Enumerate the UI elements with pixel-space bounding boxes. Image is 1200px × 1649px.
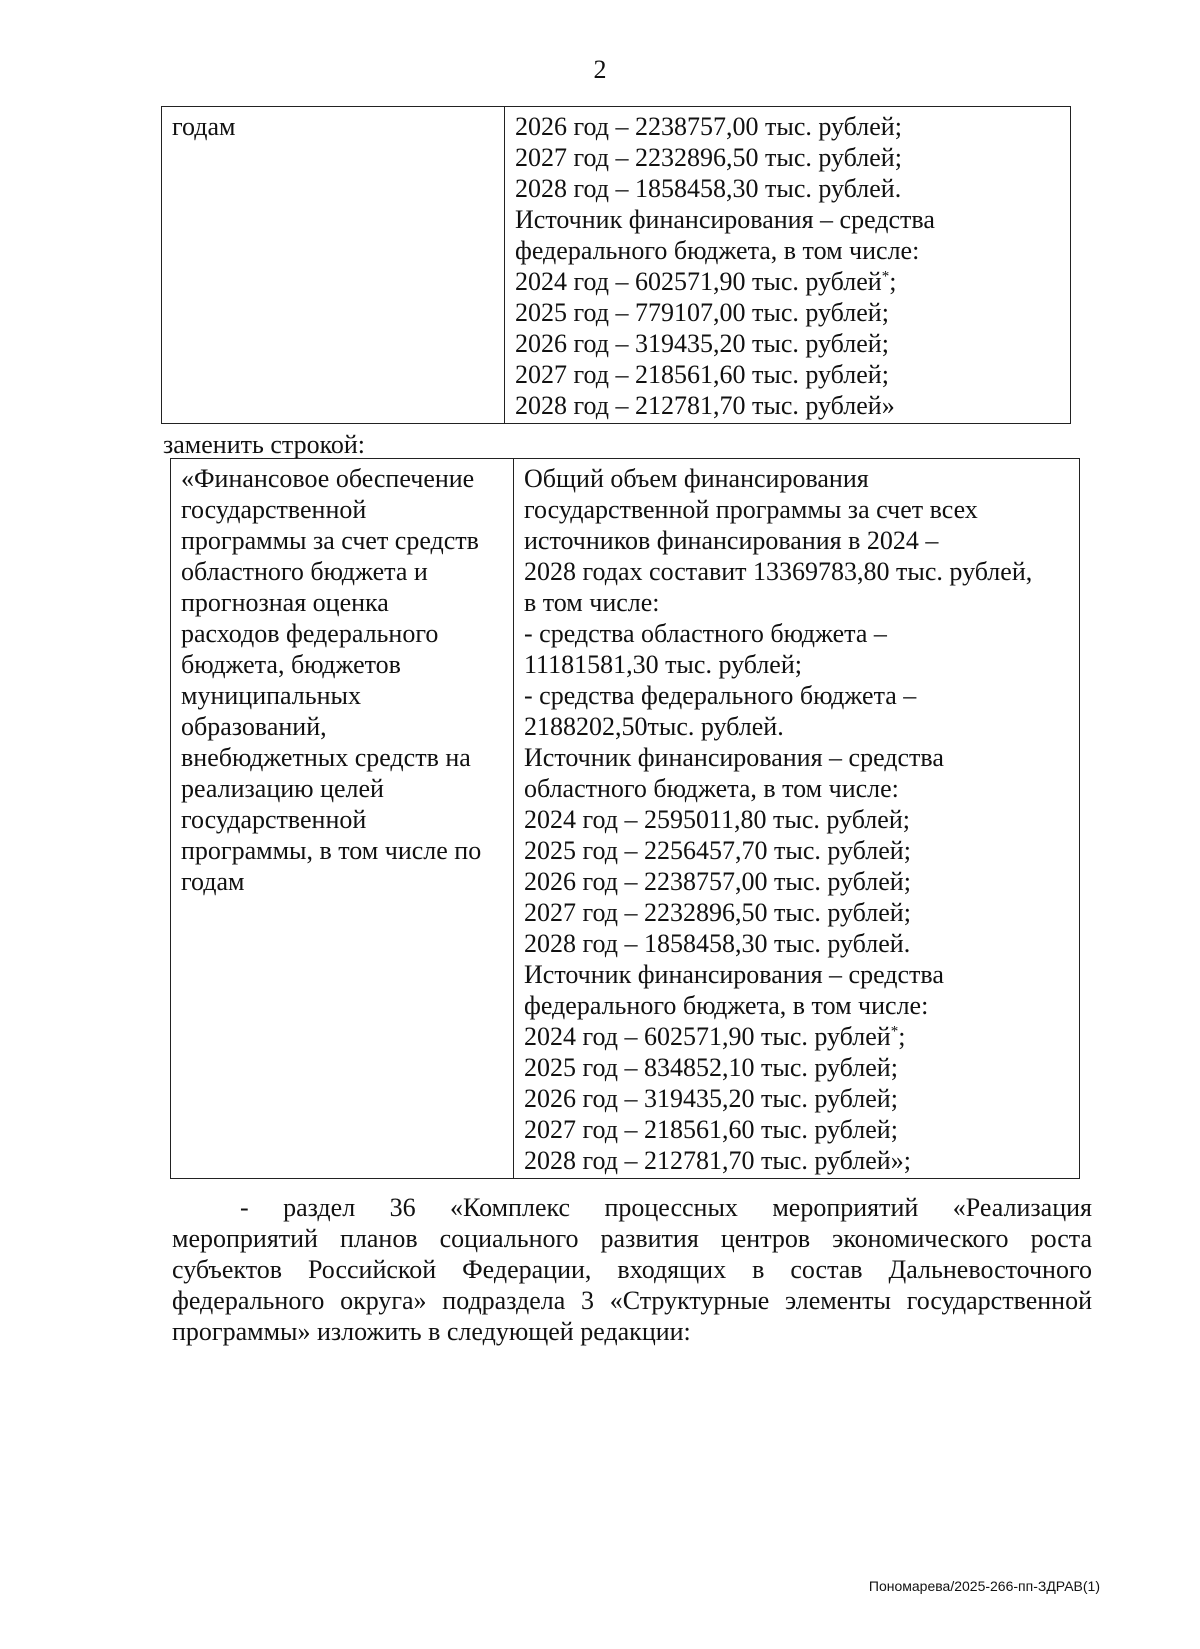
cell-line: 2028 год – 212781,70 тыс. рублей»; [524,1146,911,1175]
cell-line: источников финансирования в 2024 – [524,526,939,555]
cell-line: - средства федерального бюджета – [524,681,917,710]
paragraph-line: федерального округа» подраздела 3 «Структурные элементы государственной [172,1286,1092,1315]
cell-line: 2188202,50тыс. рублей. [524,712,784,741]
cell-line: Источник финансирования – средства [524,960,944,989]
cell-line: областного бюджета и [181,557,428,586]
cell-line: внебюджетных средств на [181,743,471,772]
footnote-mark: * [890,1023,899,1040]
cell-line: 2027 год – 218561,60 тыс. рублей; [515,360,889,389]
row-value-cell [505,107,1071,424]
cell-line: федерального бюджета, в том числе: [515,236,920,265]
cell-line: 2025 год – 834852,10 тыс. рублей; [524,1053,898,1082]
cell-line: - средства областного бюджета – [524,619,887,648]
cell-line: областного бюджета, в том числе: [524,774,899,803]
cell-line: бюджета, бюджетов [181,650,401,679]
footnote-mark: * [881,268,890,285]
cell-line: 2027 год – 2232896,50 тыс. рублей; [515,143,902,172]
cell-line: 2026 год – 2238757,00 тыс. рублей; [524,867,911,896]
paragraph-line: мероприятий планов социального развития центров экономического роста [172,1224,1092,1253]
cell-line: 2024 год – 602571,90 тыс. рублей*; [524,1022,906,1051]
cell-line: государственной программы за счет всех [524,495,978,524]
cell-line: Источник финансирования – средства [524,743,944,772]
cell-line: программы за счет средств [181,526,479,555]
cell-line: образований, [181,712,327,741]
cell-line: прогнозная оценка [181,588,389,617]
cell-line: 2026 год – 2238757,00 тыс. рублей; [515,112,902,141]
cell-line: 2024 год – 602571,90 тыс. рублей*; [515,267,897,296]
cell-line: программы, в том числе по [181,836,482,865]
cell-line: Общий объем финансирования [524,464,869,493]
row-value-cell [514,459,1080,1179]
table-row [171,459,1080,1179]
budget-table-old-row [161,106,1071,424]
budget-table-new-row [170,458,1080,1179]
cell-line: 2028 год – 1858458,30 тыс. рублей. [515,174,902,203]
cell-line: 2028 годах составит 13369783,80 тыс. рублей, [524,557,1033,586]
cell-line: государственной [181,805,367,834]
cell-line: 11181581,30 тыс. рублей; [524,650,802,679]
document-reference-footer: Пономарева/2025-266-пп-ЗДРАВ(1) [868,1578,1100,1594]
cell-line: 2028 год – 212781,70 тыс. рублей» [515,391,895,420]
cell-line: 2025 год – 779107,00 тыс. рублей; [515,298,889,327]
cell-line: «Финансовое обеспечение [181,464,475,493]
cell-line: 2027 год – 2232896,50 тыс. рублей; [524,898,911,927]
cell-line: 2025 год – 2256457,70 тыс. рублей; [524,836,911,865]
row-label-cell [162,107,505,424]
cell-line: Источник финансирования – средства [515,205,935,234]
cell-line: 2024 год – 2595011,80 тыс. рублей; [524,805,910,834]
cell-line: годам [181,867,245,896]
paragraph-line: - раздел 36 «Комплекс процессных мероприятий «Реализация [240,1193,1092,1222]
cell-line: реализацию целей [181,774,384,803]
cell-line: 2026 год – 319435,20 тыс. рублей; [515,329,889,358]
cell-line: 2026 год – 319435,20 тыс. рублей; [524,1084,898,1113]
replace-instruction: заменить строкой: [163,430,366,459]
row-label-cell [171,459,514,1179]
page-number: 2 [593,55,607,84]
table-row [162,107,1071,424]
cell-line: расходов федерального [181,619,439,648]
cell-line: 2028 год – 1858458,30 тыс. рублей. [524,929,911,958]
cell-line: в том числе: [524,588,660,617]
cell-line: государственной [181,495,367,524]
cell-line: федерального бюджета, в том числе: [524,991,929,1020]
cell-line: 2027 год – 218561,60 тыс. рублей; [524,1115,898,1144]
paragraph-line: программы» изложить в следующей редакции: [172,1317,691,1346]
paragraph-line: субъектов Российской Федерации, входящих в состав Дальневосточного [172,1255,1092,1284]
body-paragraph [172,1192,1092,1347]
cell-line: муниципальных [181,681,362,710]
cell-line: годам [172,112,236,141]
